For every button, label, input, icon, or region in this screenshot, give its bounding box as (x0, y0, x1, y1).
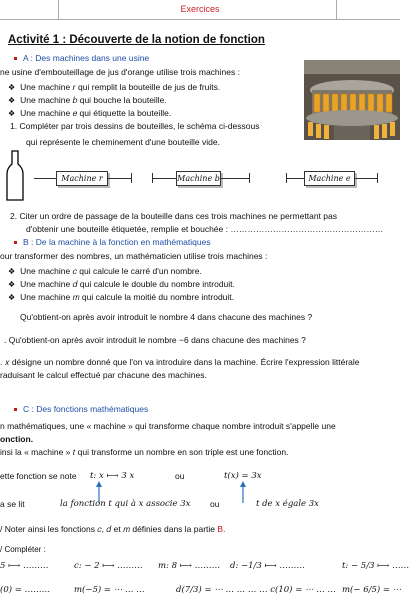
section-b-heading: B : De la machine à la fonction en mathématiques (14, 237, 211, 248)
question-b3-line2: raduisant le calcul effectué par chacune des machines. (0, 370, 207, 380)
section-c-line1: n mathématiques, une « machine » qui transforme chaque nombre introduit s'appelle une (0, 421, 336, 431)
instruction-note: / Noter ainsi les fonctions 𝑐, 𝑑 et 𝑚 définies dans la partie B. (0, 524, 226, 534)
diamond-bullet-icon: ❖ (8, 267, 16, 276)
exercise-cell: 𝑚(− 6/5) = ⋯ (342, 585, 402, 595)
section-c-line2: onction. (0, 434, 34, 444)
flow-line (355, 178, 377, 179)
question-b3-line1: . 𝑥 désigne un nombre donné que l'on va introduire dans la machine. Écrire l'expression littérale (0, 357, 360, 367)
empty-bottle-drawing (6, 150, 24, 205)
flow-line (34, 178, 56, 179)
machine-e-box: Machine 𝑒 (304, 171, 355, 186)
reading-lead: a se lit (0, 499, 25, 509)
exercise-cell: 𝑚(−5) = ⋯ … … (74, 585, 145, 595)
notation-or: ou (175, 471, 185, 481)
notation-map: 𝑡: 𝑥 ⟼ 3 𝑥 (90, 471, 135, 481)
exercise-cell: 𝑐: − 2 ⟼ ……… (74, 561, 143, 571)
section-b-intro: our transformer des nombres, un mathématicien utilise trois machines : (0, 251, 268, 261)
list-item: ❖ Une machine 𝑏 qui bouche la bouteille. (8, 95, 167, 105)
exercise-cell: (0) = ……… (0, 585, 51, 595)
reading-one: 𝑙𝑎 𝑓𝑜𝑛𝑐𝑡𝑖𝑜𝑛 𝑡 𝑞𝑢𝑖 à 𝑥 𝑎𝑠𝑠𝑜𝑐𝑖𝑒 3𝑥 (60, 499, 191, 509)
header-bar (0, 0, 400, 20)
exercise-cell: 5 ⟼ ……… (0, 561, 49, 571)
list-item: ❖ Une machine 𝑐 qui calcule le carré d'un nombre. (8, 266, 202, 276)
flow-line (286, 178, 304, 179)
exercise-cell: 𝑑(7/3) = ⋯ … … … … 𝑐(10) = ⋯ … … (176, 585, 336, 595)
station-marker (249, 173, 250, 183)
up-arrow-icon (240, 481, 246, 506)
notation-equation: 𝑡(𝑥) = 3𝑥 (224, 471, 262, 481)
flow-line (108, 178, 131, 179)
exercise-cell: 𝑚: 8 ⟼ ……… (158, 561, 221, 571)
section-c-line3: insi la « machine » 𝑡 qui transforme un nombre en son triple est une fonction. (0, 447, 289, 457)
machine-r-box: Machine 𝑟 (56, 171, 108, 186)
section-bullet-icon (14, 57, 17, 60)
station-marker (131, 173, 132, 183)
section-c-heading: C : Des fonctions mathématiques (14, 404, 148, 415)
question-b2: . Qu'obtient-on après avoir introduit le nombre −6 dans chacune des machines ? (4, 335, 306, 345)
exercise-cell: 𝑑: −1/3 ⟼ ……… (230, 561, 305, 571)
reading-two: 𝑡 𝑑𝑒 𝑥 é𝑔𝑎𝑙𝑒 3𝑥 (256, 499, 319, 509)
bottling-machine-photo (304, 60, 400, 140)
section-bullet-icon (14, 408, 17, 411)
diamond-bullet-icon: ❖ (8, 280, 16, 289)
flow-line (152, 178, 176, 179)
notation-lead: ette fonction se note (0, 471, 77, 481)
question-a1-line1: 1. Compléter par trois dessins de bouteilles, le schéma ci-dessous (10, 121, 260, 131)
exercise-cell: 𝑡: − 5/3 ⟼ …… (342, 561, 409, 571)
machine-b-box: Machine 𝑏 (176, 171, 221, 186)
section-a-intro: ne usine d'embouteillage de jus d'orange utilise trois machines : (0, 67, 240, 77)
instruction-complete: / Compléter : (0, 545, 46, 554)
diamond-bullet-icon: ❖ (8, 293, 16, 302)
flow-line (221, 178, 249, 179)
list-item: ❖ Une machine 𝑑 qui calcule le double du nombre introduit. (8, 279, 235, 289)
list-item: ❖ Une machine 𝑟 qui remplit la bouteille de jus de fruits. (8, 82, 221, 92)
question-a2-line1: 2. Citer un ordre de passage de la bouteille dans ces trois machines ne permettant pas (10, 211, 337, 221)
diamond-bullet-icon: ❖ (8, 83, 16, 92)
question-a2-line2: d'obtenir une bouteille étiquetée, remplie et bouchée : ……………………………………………… (26, 224, 384, 234)
list-item: ❖ Une machine 𝑒 qui étiquette la bouteille. (8, 108, 172, 118)
question-b1: Qu'obtient-on après avoir introduit le nombre 4 dans chacune des machines ? (20, 312, 313, 322)
activity-title: Activité 1 : Découverte de la notion de fonction (8, 34, 265, 46)
diamond-bullet-icon: ❖ (8, 96, 16, 105)
header-title: Exercices (180, 4, 220, 14)
question-a1-line2: qui représente le cheminement d'une bouteille vide. (26, 137, 220, 147)
diamond-bullet-icon: ❖ (8, 109, 16, 118)
station-marker (377, 173, 378, 183)
reading-or: ou (210, 499, 220, 509)
list-item: ❖ Une machine 𝑚 qui calcule la moitié du nombre introduit. (8, 292, 235, 302)
section-bullet-icon (14, 241, 17, 244)
section-a-heading: A : Des machines dans une usine (14, 53, 149, 64)
